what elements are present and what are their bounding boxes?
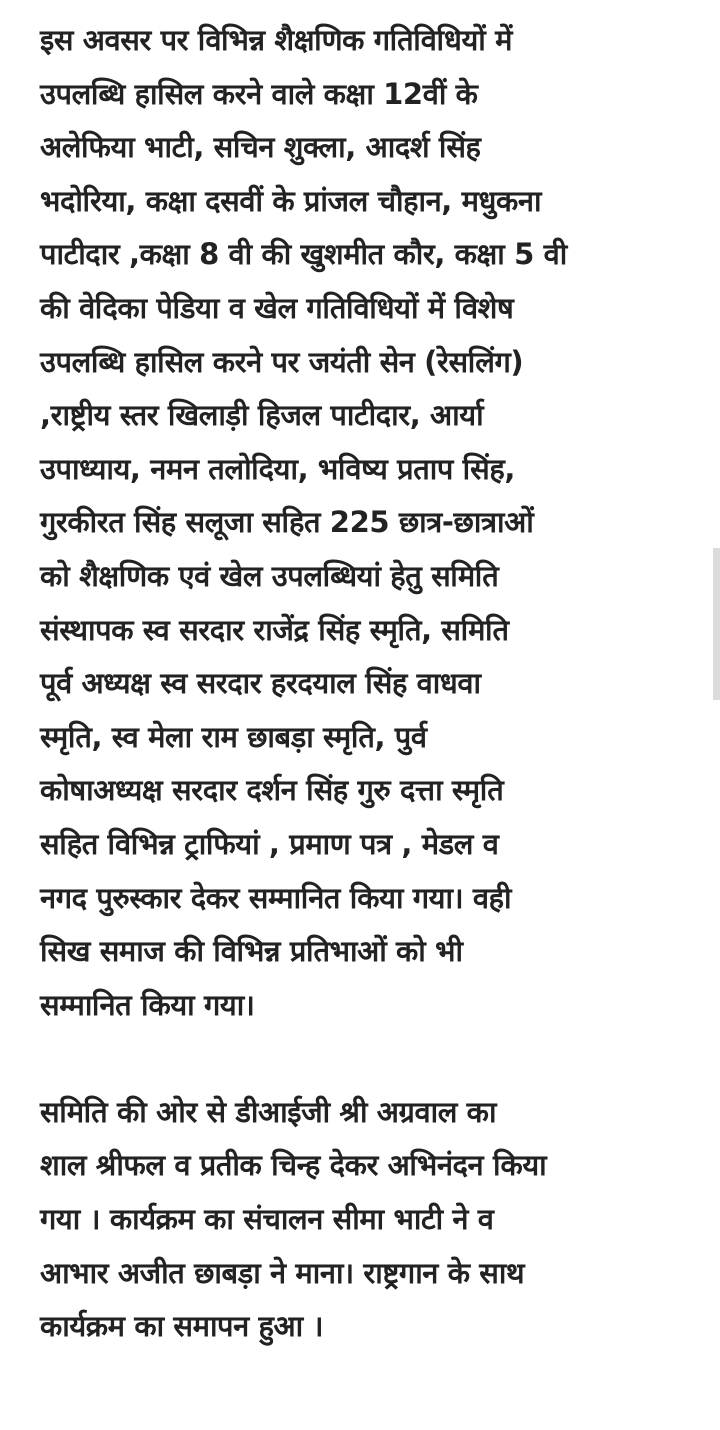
text-line: पाटीदार ,कक्षा 8 वी की खुशमीत कौर, कक्षा 5 वी — [40, 237, 567, 272]
text-line: शाल श्रीफल व प्रतीक चिन्ह देकर अभिनंदन किया — [40, 1148, 547, 1183]
text-line: अलेफिया भाटी, सचिन शुक्ला, आदर्श सिंह — [40, 130, 481, 165]
text-line: सम्मानित किया गया। — [40, 987, 255, 1022]
text-line: सिख समाज की विभिन्न प्रतिभाओं को भी — [40, 934, 463, 969]
paragraph-spacer — [40, 1032, 700, 1086]
text-line: समिति की ओर से डीआईजी श्री अग्रवाल का — [40, 1094, 497, 1129]
text-line: की वेदिका पेडिया व खेल गतिविधियों में विशेष — [40, 290, 514, 325]
scrollbar-thumb[interactable] — [713, 548, 720, 700]
text-line: आभार अजीत छाबड़ा ने माना। राष्ट्रगान के साथ — [40, 1255, 525, 1290]
text-line: उपलब्धि हासिल करने पर जयंती सेन (रेसलिंग) — [40, 344, 524, 379]
text-line: सहित विभिन्न ट्राफियां , प्रमाण पत्र , मेडल व — [40, 826, 499, 861]
text-line: गया । कार्यक्रम का संचालन सीमा भाटी ने व — [40, 1202, 494, 1237]
text-line: गुरकीरत सिंह सलूजा सहित 225 छात्र-छात्राओं — [40, 505, 534, 540]
text-line: संस्थापक स्व सरदार राजेंद्र सिंह स्मृति, समिति — [40, 612, 509, 647]
paragraph-awards — [40, 14, 700, 1032]
paragraph-closing — [40, 1086, 700, 1354]
text-line: नगद पुरुस्कार देकर सम्मानित किया गया। वही — [40, 880, 512, 915]
text-line: कोषाअध्यक्ष सरदार दर्शन सिंह गुरु दत्ता स्मृति — [40, 773, 504, 808]
text-line: स्मृति, स्व मेला राम छाबड़ा स्मृति, पुर्व — [40, 719, 427, 754]
text-line: इस अवसर पर विभिन्न शैक्षणिक गतिविधियों में — [40, 23, 513, 57]
text-line: ,राष्ट्रीय स्तर खिलाड़ी हिजल पाटीदार, आर्या — [40, 398, 484, 433]
text-line: उपलब्धि हासिल करने वाले कक्षा 12वीं के — [40, 76, 478, 111]
text-line: पूर्व अध्यक्ष स्व सरदार हरदयाल सिंह वाधवा — [40, 666, 481, 701]
text-line: को शैक्षणिक एवं खेल उपलब्धियां हेतु समिति — [40, 558, 499, 593]
text-line: कार्यक्रम का समापन हुआ । — [40, 1309, 324, 1344]
text-line: भदोरिया, कक्षा दसवीं के प्रांजल चौहान, मधुकना — [40, 183, 542, 218]
text-line: उपाध्याय, नमन तलोदिया, भविष्य प्रताप सिंह, — [40, 451, 516, 486]
article-body — [40, 14, 700, 1354]
